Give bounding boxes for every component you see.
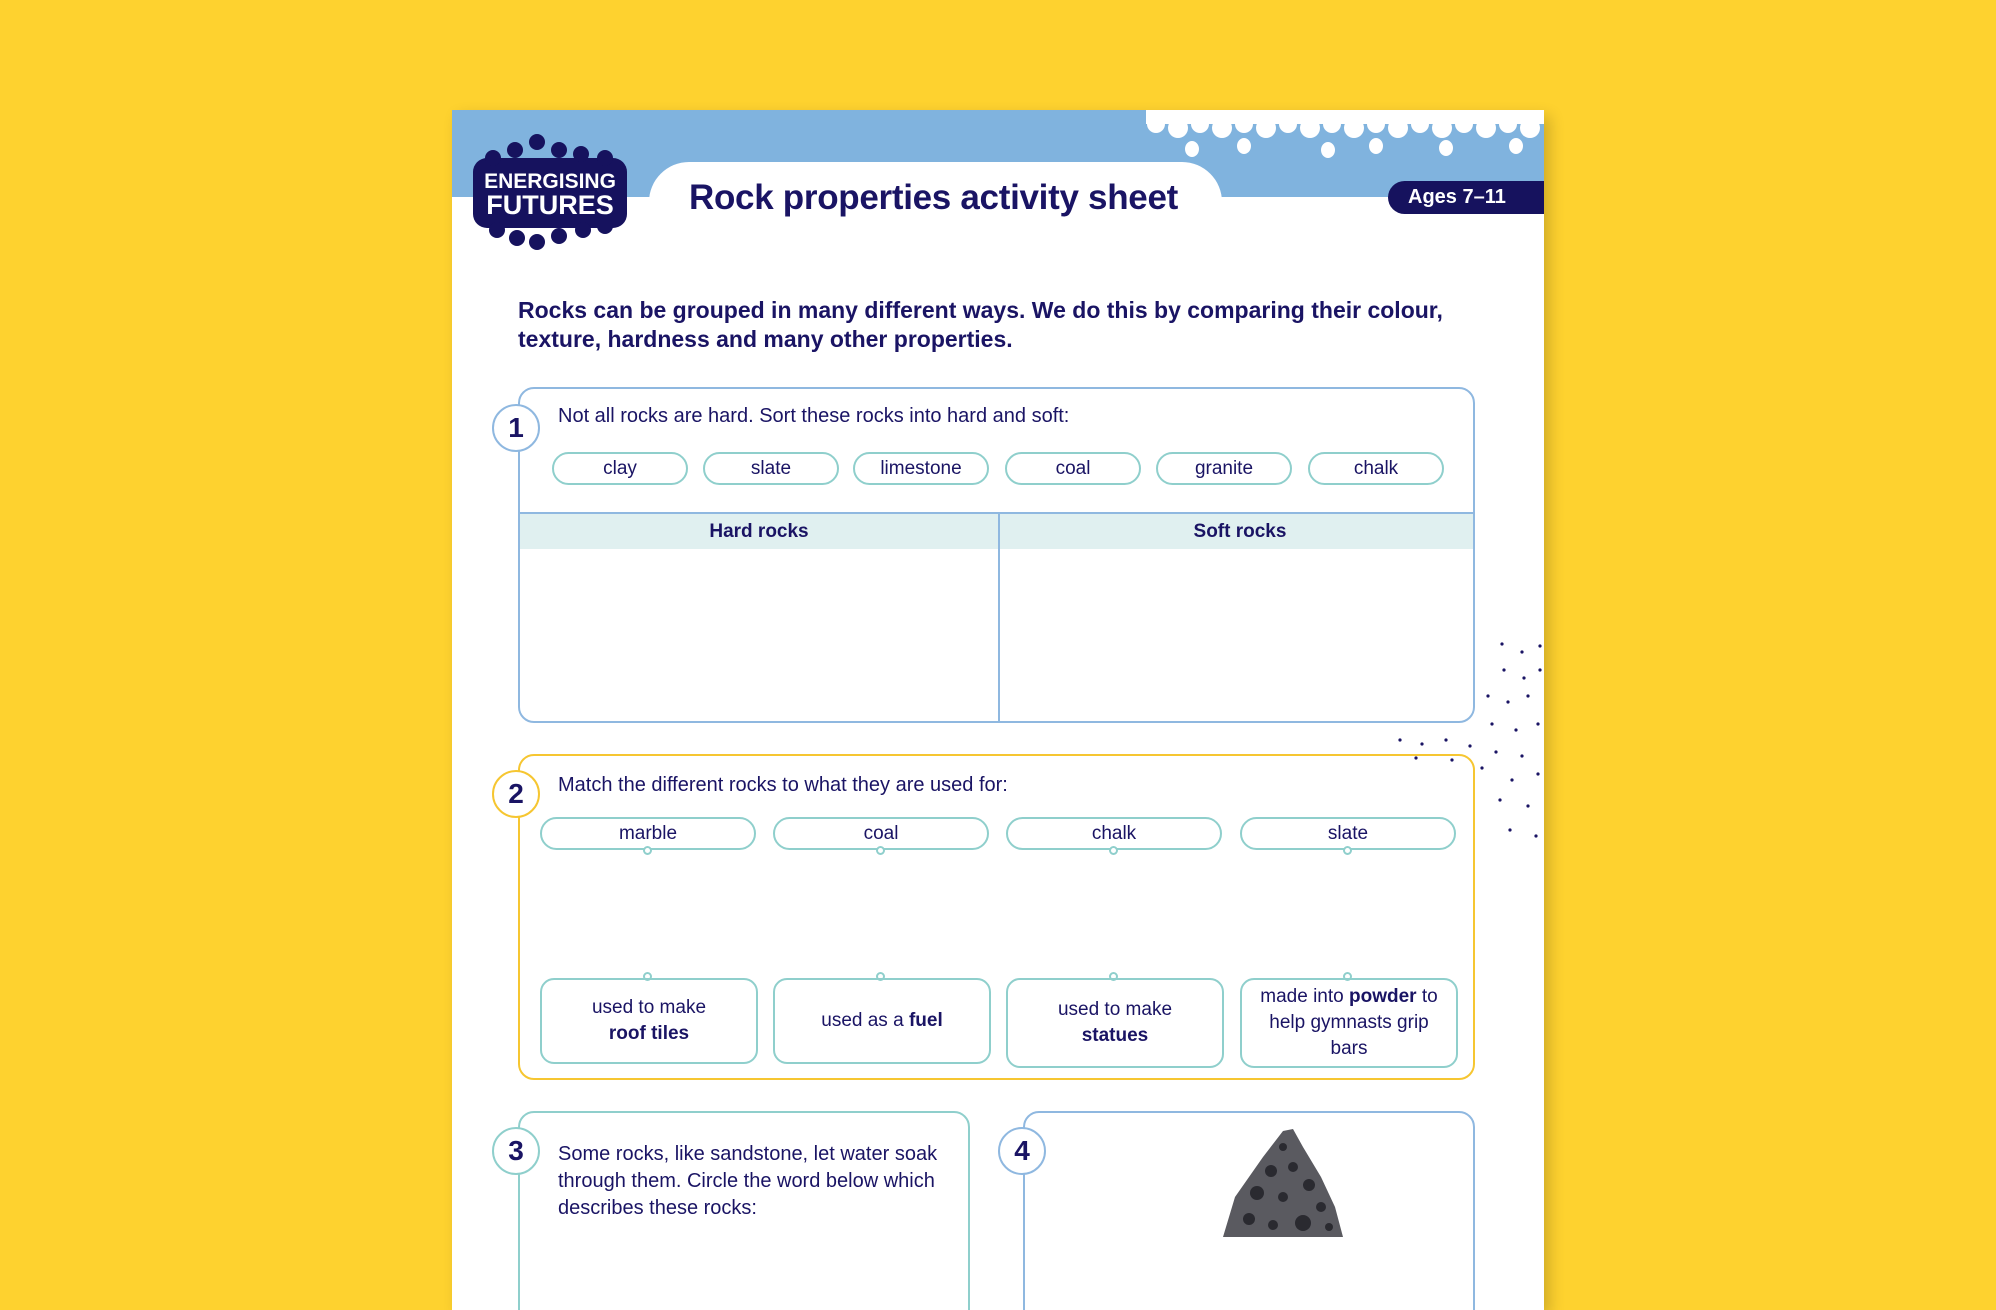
svg-text:ENERGISING: ENERGISING [484, 170, 616, 193]
question-1-text: Not all rocks are hard. Sort these rocks into hard and soft: [558, 405, 1070, 427]
question-number-2: 2 [492, 770, 540, 818]
connector-dot[interactable] [1109, 846, 1118, 855]
question-number-1: 1 [492, 404, 540, 452]
energising-futures-logo [473, 134, 627, 255]
rock-pill[interactable]: granite [1156, 452, 1292, 485]
rock-pill[interactable]: clay [552, 452, 688, 485]
use-card[interactable]: used as a fuel [773, 978, 991, 1064]
connector-dot[interactable] [643, 846, 652, 855]
question-number-4: 4 [998, 1127, 1046, 1175]
drips-decoration [1146, 110, 1544, 160]
intro-text: Rocks can be grouped in many different ways. We do this by comparing their colour, texture, hardness and many other properties. [518, 297, 1443, 352]
question-3-text: Some rocks, like sandstone, let water soak through them. Circle the word below which describes these rocks: [558, 1143, 938, 1219]
connector-dot[interactable] [1343, 846, 1352, 855]
rock-pill[interactable]: slate [1240, 817, 1456, 850]
svg-text:FUTURES: FUTURES [486, 190, 614, 220]
question-2-box [518, 754, 1475, 1080]
soft-rocks-header: Soft rocks [1000, 514, 1475, 549]
use-card[interactable]: used to make statues [1006, 978, 1224, 1068]
question-4-box [1023, 1111, 1475, 1310]
pumice-rock-image [1153, 1127, 1353, 1237]
question-3-box [518, 1111, 970, 1310]
activity-sheet [452, 110, 1544, 1310]
ages-badge: Ages 7–11 [1388, 181, 1544, 214]
use-card[interactable]: used to make roof tiles [540, 978, 758, 1064]
rock-pill[interactable]: coal [773, 817, 989, 850]
rock-pill[interactable]: marble [540, 817, 756, 850]
question-number-3: 3 [492, 1127, 540, 1175]
rock-pill[interactable]: chalk [1006, 817, 1222, 850]
hard-rocks-header: Hard rocks [520, 514, 998, 549]
connector-dot[interactable] [876, 846, 885, 855]
page-title: Rock properties activity sheet [689, 178, 1178, 217]
question-2-text: Match the different rocks to what they are used for: [558, 774, 1008, 796]
question-1-box [518, 387, 1475, 723]
use-card[interactable]: made into powder to help gymnasts grip bars [1240, 978, 1458, 1068]
rock-pill[interactable]: limestone [853, 452, 989, 485]
hard-rocks-area[interactable] [520, 549, 998, 723]
rock-pill[interactable]: chalk [1308, 452, 1444, 485]
rock-pill[interactable]: slate [703, 452, 839, 485]
rock-pill[interactable]: coal [1005, 452, 1141, 485]
